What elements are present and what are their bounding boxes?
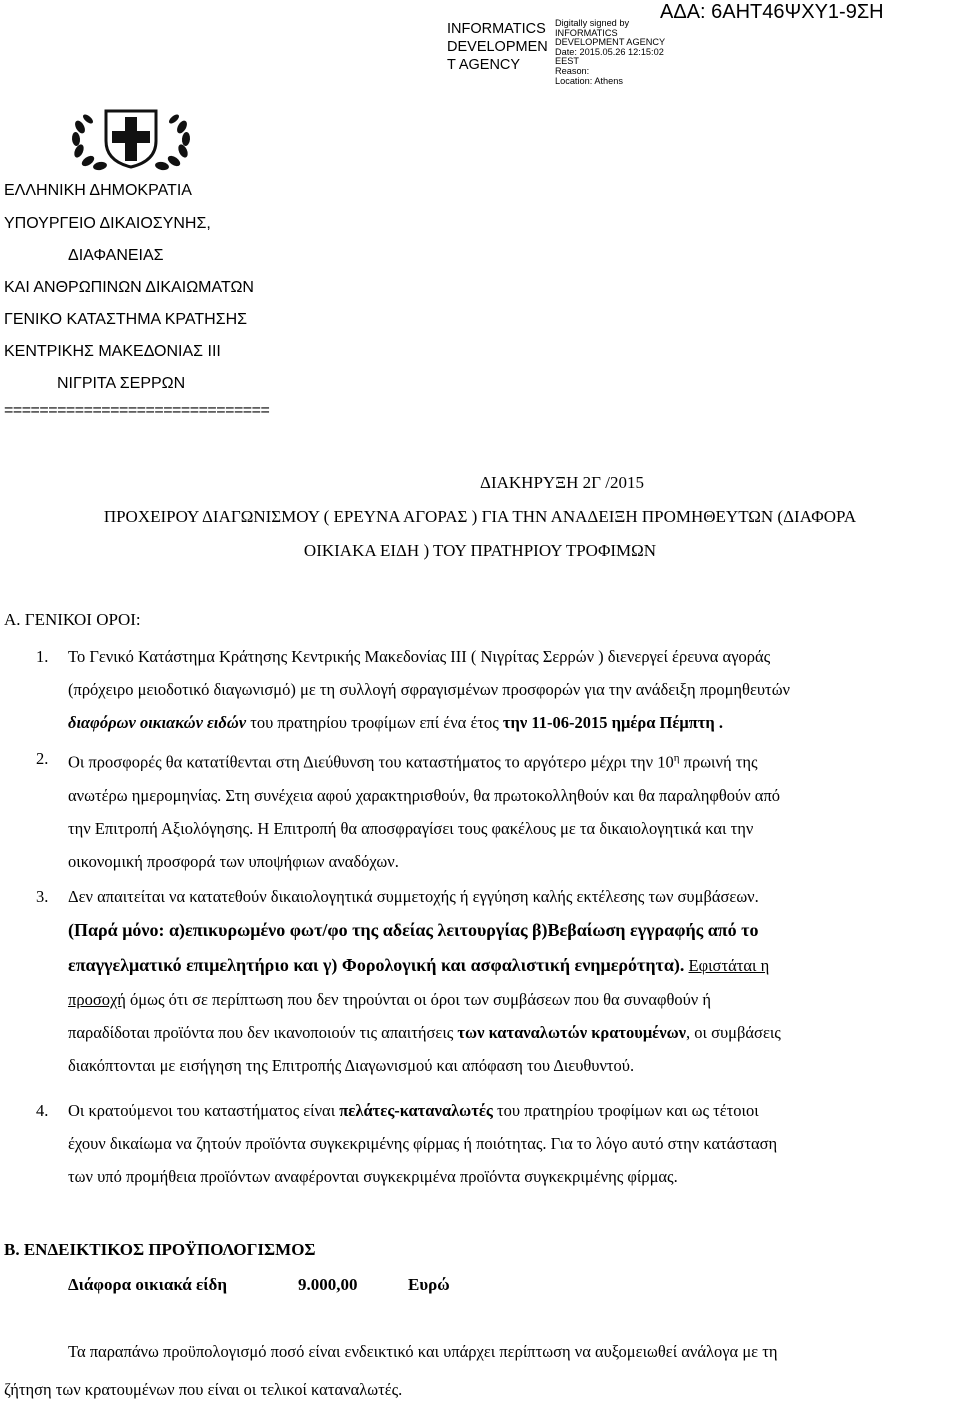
section-b-heading: Β. ΕΝΔΕΙΚΤΙΚΟΣ ΠΡΟΫΠΟΛΟΓΙΣΜΟΣ: [4, 1240, 316, 1259]
budget-amount: 9.000,00: [298, 1275, 358, 1294]
item-4-text: [68, 1094, 958, 1193]
header-line: ΔΙΑΦΑΝΕΙΑΣ: [68, 247, 164, 264]
signature-detail: DEVELOPMENT AGENCY: [555, 37, 666, 48]
superscript: η: [673, 752, 680, 764]
text-line: [68, 706, 958, 739]
text-line: διακόπτονται με εισήγηση της Επιτροπής Διαγωνισμού και απόφαση του Διευθυντού.: [68, 1056, 635, 1075]
budget-item-label: Διάφορα οικιακά είδη: [68, 1275, 228, 1294]
item-2-text: [68, 742, 958, 878]
signature-org-line: INFORMATICS: [447, 21, 546, 37]
text-line: έχουν δικαίωμα να ζητούν προϊόντα συγκεκριμένης φίρμας ή ποιότητας. Για το λόγο αυτό στην κατάσταση: [68, 1134, 778, 1153]
header-line: ΕΛΛΗΝΙΚΗ ΔΗΜΟΚΡΑΤΙΑ: [4, 182, 192, 199]
header-line: ΥΠΟΥΡΓΕΙΟ ΔΙΚΑΙΟΣΥΝΗΣ,: [4, 215, 211, 232]
header-line: ΓΕΝΙΚΟ ΚΑΤΑΣΤΗΜΑ ΚΡΑΤΗΣΗΣ: [4, 311, 248, 328]
header-line: ΚΕΝΤΡΙΚΗΣ ΜΑΚΕΔΟΝΙΑΣ ΙΙΙ: [4, 343, 221, 360]
text-line: [68, 1094, 958, 1127]
signature-detail: INFORMATICS: [555, 27, 618, 38]
text-line: οικονομική προσφορά των υποψήφιων αναδόχων.: [68, 851, 399, 871]
item-number: 4.: [36, 1101, 49, 1120]
text-line: την Επιτροπή Αξιολόγησης. Η Επιτροπή θα αποσφραγίσει τους φακέλους με τα δικαιολογητικά και την: [68, 818, 754, 838]
text-line: [68, 1016, 958, 1049]
signature-detail: Location: Athens: [555, 75, 623, 86]
signature-org-line: T AGENCY: [447, 57, 521, 73]
text-line: [68, 948, 958, 983]
signature-org: [447, 20, 548, 74]
text-line: των υπό προμήθεια προϊόντων αναφέρονται συγκεκριμένα προϊόντα συγκεκριμένης φίρμας.: [68, 1167, 678, 1186]
greek-emblem-icon: [66, 105, 196, 171]
section-a-heading: Α. ΓΕΝΙΚΟΙ ΟΡΟΙ:: [4, 610, 141, 629]
signature-detail: Date: 2015.05.26 12:15:02: [555, 46, 664, 57]
emphasis: διαφόρων οικιακών ειδών: [68, 713, 247, 732]
text-span: του πρατηρίου τροφίμων και ως τέτοιοι: [492, 1101, 759, 1120]
budget-currency: Ευρώ: [408, 1275, 450, 1294]
signature-detail: Digitally signed by: [555, 18, 630, 28]
emphasis: πελάτες-καταναλωτές: [339, 1101, 493, 1120]
notice-subtitle: ΠΡΟΧΕΙΡΟΥ ΔΙΑΓΩΝΙΣΜΟΥ ( ΕΡΕΥΝΑ ΑΓΟΡΑΣ ) ΓΙΑ ΤΗΝ ΑΝΑΔΕΙΞΗ ΠΡΟΜΗΘΕΥΤΩΝ (ΔΙΑΦΟΡΑ: [103, 507, 857, 526]
text-span: όμως ότι σε περίπτωση που δεν τηρούνται οι όροι των συμβάσεων που θα συναφθούν ή: [125, 990, 712, 1009]
item-number: 2.: [36, 749, 49, 768]
header-line: ΚΑΙ ΑΝΘΡΩΠΙΝΩΝ ΔΙΚΑΙΩΜΑΤΩΝ: [4, 279, 254, 296]
signature-detail: Reason:: [555, 65, 590, 76]
signature-details: [555, 19, 665, 86]
emphasis: επαγγελματικό επιμελητήριο και γ) Φορολογική και ασφαλιστική ενημερότητα).: [68, 955, 685, 975]
header-line: ΝΙΓΡΙΤΑ ΣΕΡΡΩΝ: [57, 375, 186, 392]
item-1-text: [68, 640, 958, 739]
header-separator: ==============================: [4, 402, 270, 419]
text-line: (Παρά μόνο: α)επικυρωμένο φωτ/φο της αδείας λειτουργίας β)Βεβαίωση εγγραφής από το: [68, 920, 759, 940]
text-line: Το Γενικό Κατάστημα Κράτησης Κεντρικής Μακεδονίας ΙΙΙ ( Νιγρίτας Σερρών ) διενεργεί έρευνα αγοράς: [68, 647, 771, 666]
emphasis: των καταναλωτών κρατουμένων: [457, 1023, 687, 1042]
text-line: [68, 742, 958, 779]
signature-org-line: DEVELOPMEN: [447, 39, 548, 55]
text-span: Οι προσφορές θα κατατίθενται στη Διεύθυνση του καταστήματος το αργότερο μέχρι την 10: [68, 752, 674, 772]
closing-line: ζήτηση των κρατουμένων που είναι οι τελικοί καταναλωτές.: [4, 1380, 403, 1399]
ada-code: ΑΔΑ: 6ΑΗΤ46ΨΧΥ1-9ΣΗ: [660, 1, 884, 23]
text-line: (πρόχειρο μειοδοτικό διαγωνισμό) με τη συλλογή σφραγισμένων προσφορών για την ανάδειξη προμηθευτών: [68, 680, 791, 699]
underlined-text: προσοχή: [68, 990, 126, 1009]
notice-title: ΔΙΑΚΗΡΥΞΗ 2Γ /2015: [480, 473, 644, 492]
text-span: πρωινή της: [679, 752, 758, 772]
text-line: ανωτέρω ημερομηνίας. Στη συνέχεια αφού χαρακτηρισθούν, θα πρωτοκολληθούν και θα παραληφθούν από: [68, 785, 781, 805]
text-line: [68, 983, 958, 1016]
signature-detail: EEST: [555, 56, 579, 67]
text-line: Δεν απαιτείται να κατατεθούν δικαιολογητικά συμμετοχής ή εγγύηση καλής εκτέλεσης των συμβάσεων.: [68, 887, 759, 906]
underlined-text: Εφιστάται η: [688, 956, 770, 975]
item-number: 3.: [36, 887, 49, 906]
notice-subtitle: ΟΙΚΙΑΚΑ ΕΙΔΗ ) ΤΟΥ ΠΡΑΤΗΡΙΟΥ ΤΡΟΦΙΜΩΝ: [303, 541, 657, 560]
item-3-text: [68, 880, 958, 1082]
text-span: , οι συμβάσεις: [686, 1023, 781, 1042]
text-span: του πρατηρίου τροφίμων επί ένα έτος: [246, 713, 503, 732]
closing-line: Τα παραπάνω προϋπολογισμό ποσό είναι ενδεικτικό και υπάρχει περίπτωση να αυξομειωθεί ανάλογα με τη: [68, 1342, 778, 1361]
text-span: παραδίδοται προϊόντα που δεν ικανοποιούν τις απαιτήσεις: [68, 1023, 458, 1042]
date-emphasis: την 11-06-2015 ημέρα Πέμπτη .: [502, 713, 724, 732]
text-span: Οι κρατούμενοι του καταστήματος είναι: [68, 1101, 340, 1120]
item-number: 1.: [36, 647, 49, 666]
